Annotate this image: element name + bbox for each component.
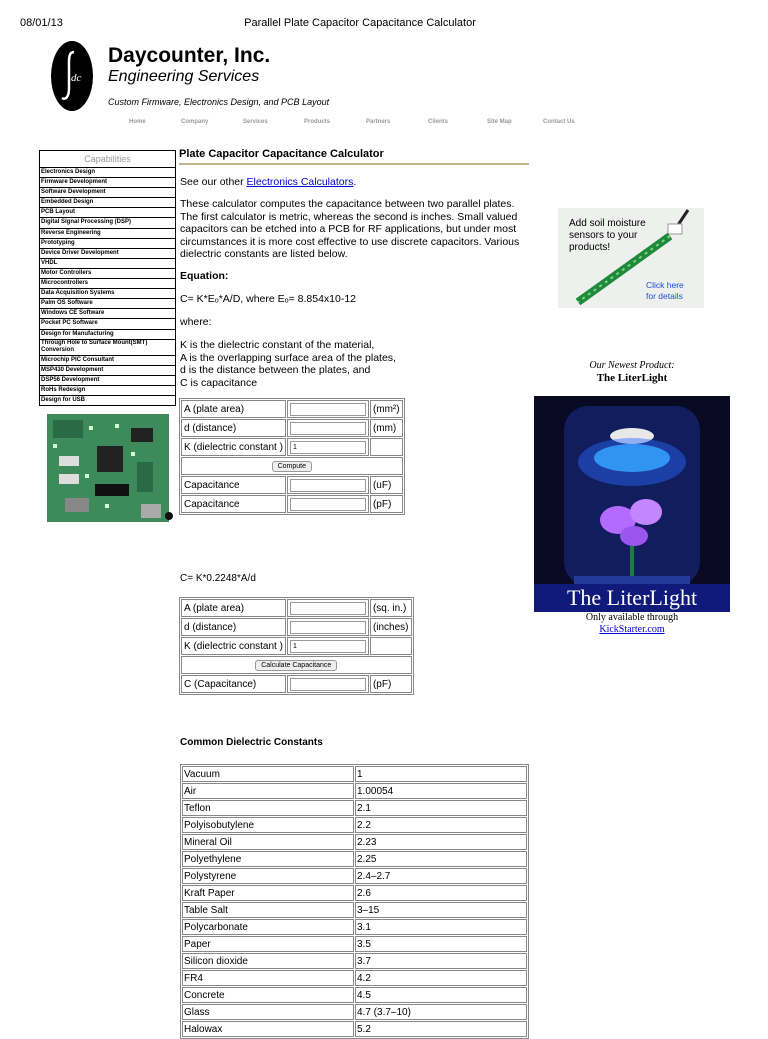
capability-link[interactable]: Software Development (40, 188, 175, 198)
dielectric-constant: 3.5 (355, 936, 527, 952)
electronics-calculators-link[interactable]: Electronics Calculators (246, 176, 354, 188)
capability-link[interactable]: Windows CE Software (40, 309, 175, 319)
capability-link[interactable]: VHDL (40, 259, 175, 269)
dielectric-constant: 3.1 (355, 919, 527, 935)
distance-cell (287, 618, 369, 636)
soil-ad-click[interactable] (646, 280, 684, 302)
dielectric-constant: 4.2 (355, 970, 527, 986)
capability-link[interactable]: Palm OS Software (40, 299, 175, 309)
dielectric-constant: 2.6 (355, 885, 527, 901)
nav-site-map[interactable]: Site Map (487, 119, 512, 125)
plate-area-unit: (sq. in.) (370, 599, 412, 617)
dielectric-row (182, 953, 527, 969)
capability-link[interactable]: Through Hole to Surface Mount(SMT) Conversion (40, 340, 175, 356)
definition-line: C is capacitance (180, 376, 258, 389)
product-name: The LiterLight (596, 372, 668, 384)
dielectric-constant: 2.1 (355, 800, 527, 816)
intro-paragraph (180, 198, 519, 261)
capability-link[interactable]: Microcontrollers (40, 279, 175, 289)
dielectric-row (182, 851, 527, 867)
calculate-capacitance-button[interactable]: Calculate Capacitance (255, 660, 337, 671)
capacitance-uf-cell (287, 476, 369, 494)
calc-row (181, 419, 403, 437)
dielectric-table (180, 764, 529, 1039)
calc-row (181, 637, 412, 655)
capability-link[interactable]: MSP430 Development (40, 366, 175, 376)
dielectric-material: Concrete (182, 987, 354, 1003)
soil-ad-line: Add soil moisture (569, 218, 646, 229)
capability-link[interactable]: Embedded Design (40, 198, 175, 208)
capability-link[interactable]: Digital Signal Processing (DSP) (40, 218, 175, 228)
calc-row (181, 599, 412, 617)
dielectric-row (182, 766, 527, 782)
dielectric-material: Paper (182, 936, 354, 952)
nav-home[interactable]: Home (129, 119, 146, 125)
plate-area-label: A (plate area) (181, 599, 286, 617)
see-other-suffix: . (353, 176, 357, 188)
dielectric-constant: 1.00054 (355, 783, 527, 799)
company-tagline: Custom Firmware, Electronics Design, and PCB Layout (108, 97, 330, 107)
page-title: Plate Capacitor Capacitance Calculator (179, 148, 529, 165)
nav-products[interactable]: Products (304, 119, 331, 125)
intro-line: circumstances it is more cost effective to use discrete capacitors. Various (180, 235, 520, 248)
definitions (180, 339, 396, 389)
dielectric-input[interactable]: 1 (290, 441, 366, 454)
calc-row (181, 495, 403, 513)
plate-area-input[interactable] (290, 602, 366, 615)
intro-line: The first calculator is metric, whereas the second is inches. Small valued (180, 210, 518, 223)
capability-link[interactable]: Prototyping (40, 239, 175, 249)
calc-row (181, 400, 403, 418)
intro-line: capacitors can be etched into a PCB for RF applications, but under most (180, 223, 517, 235)
dielectric-row (182, 970, 527, 986)
dielectric-constant: 1 (355, 766, 527, 782)
literlight-banner: The LiterLight (534, 584, 730, 612)
intro-line: These calculator computes the capacitance between two parallel plates. (180, 198, 515, 210)
dielectric-material: Polycarbonate (182, 919, 354, 935)
capabilities-heading: Capabilities (40, 151, 175, 168)
dielectric-cell (287, 637, 369, 655)
nav-services[interactable]: Services (243, 119, 268, 125)
svg-text:dc: dc (71, 72, 82, 84)
top-nav (0, 119, 768, 133)
distance-cell (287, 419, 369, 437)
dielectric-constant: 2.25 (355, 851, 527, 867)
calc-row (181, 618, 412, 636)
soil-ad-click-line: for details (646, 291, 683, 301)
dielectric-material: Polystyrene (182, 868, 354, 884)
kickstarter-line (534, 624, 730, 635)
dielectric-row (182, 919, 527, 935)
dielectric-row (182, 868, 527, 884)
capability-link[interactable]: RoHs Redesign (40, 386, 175, 396)
dielectric-row (182, 783, 527, 799)
dielectric-constant: 3.7 (355, 953, 527, 969)
nav-partners[interactable]: Partners (366, 119, 391, 125)
capability-link[interactable]: PCB Layout (40, 208, 175, 218)
capacitance-label: C (Capacitance) (181, 675, 286, 693)
capability-link[interactable]: Design for USB (41, 396, 86, 403)
newest-product-label: Our Newest Product: (589, 360, 675, 371)
dielectric-constant: 4.5 (355, 987, 527, 1003)
capacitance-output[interactable] (290, 678, 366, 691)
print-title: Parallel Plate Capacitor Capacitance Calculator (244, 17, 476, 29)
dielectric-row (182, 885, 527, 901)
capability-link[interactable]: Reverse Engineering (40, 229, 175, 239)
calculate-cell (181, 656, 412, 674)
capacitance-pf-cell (287, 495, 369, 513)
capability-link[interactable]: Electronics Design (40, 168, 175, 178)
distance-unit: (inches) (370, 618, 412, 636)
capacitance-pf-label: Capacitance (181, 495, 286, 513)
compute-button[interactable]: Compute (272, 461, 312, 472)
see-other-prefix: See our other (180, 176, 247, 188)
calc-row (181, 476, 403, 494)
nav-contact-us[interactable]: Contact Us (543, 119, 575, 125)
capacitance-pf-output[interactable] (290, 498, 366, 511)
dielectric-heading: Common Dielectric Constants (180, 737, 323, 748)
dielectric-material: Polyisobutylene (182, 817, 354, 833)
capability-link[interactable]: Design for Manufacturing (40, 330, 175, 340)
equation-heading: Equation: (180, 270, 229, 282)
intro-line: dielectric constants are listed below. (180, 248, 348, 260)
dielectric-row (182, 817, 527, 833)
dielectric-material: Kraft Paper (182, 885, 354, 901)
calc-row (181, 438, 403, 456)
company-logo[interactable] (50, 40, 94, 112)
metric-calculator (179, 398, 405, 515)
distance-unit: (mm) (370, 419, 403, 437)
dielectric-constant: 2.23 (355, 834, 527, 850)
dielectric-label: K (dielectric constant ) (181, 637, 286, 655)
dielectric-constant: 4.7 (3.7–10) (355, 1004, 527, 1020)
capability-link[interactable]: Pocket PC Software (40, 319, 175, 329)
dielectric-material: Air (182, 783, 354, 799)
dielectric-constant: 5.2 (355, 1021, 527, 1037)
dielectric-input[interactable]: 1 (290, 640, 366, 653)
dielectric-unit (370, 438, 403, 456)
literlight-image[interactable] (534, 396, 730, 612)
capacitance-uf-output[interactable] (290, 479, 366, 492)
soil-ad-text (569, 218, 646, 254)
calc-row (181, 457, 403, 475)
plate-area-label: A (plate area) (181, 400, 286, 418)
distance-input[interactable] (290, 621, 366, 634)
dielectric-constant: 2.4–2.7 (355, 868, 527, 884)
soil-ad-click-line: Click here (646, 280, 684, 290)
definition-line: A is the overlapping surface area of the plates, (180, 351, 396, 364)
soil-ad-line: products! (569, 242, 611, 253)
dielectric-material: FR4 (182, 970, 354, 986)
dielectric-row (182, 987, 527, 1003)
see-other-line (180, 176, 356, 189)
kickstarter-link[interactable]: KickStarter.com (599, 624, 665, 635)
distance-label: d (distance) (181, 419, 286, 437)
capability-link[interactable]: Firmware Development (40, 178, 175, 188)
soil-ad-line: sensors to your (569, 230, 638, 241)
dielectric-constant: 3–15 (355, 902, 527, 918)
dielectric-row (182, 936, 527, 952)
dielectric-label: K (dielectric constant ) (181, 438, 286, 456)
capability-link[interactable]: Motor Controllers (40, 269, 175, 279)
dielectric-material: Halowax (182, 1021, 354, 1037)
dielectric-row (182, 834, 527, 850)
capability-link[interactable]: Microchip PIC Consultant (40, 356, 175, 366)
dielectric-unit (370, 637, 412, 655)
dielectric-material: Glass (182, 1004, 354, 1020)
calc-row (181, 675, 412, 693)
distance-input[interactable] (290, 422, 366, 435)
equation-text: C= K*Eₒ*A/D, where Eₒ= 8.854x10-12 (180, 293, 357, 305)
dielectric-row (182, 1021, 527, 1037)
company-name: Daycounter, Inc. (108, 44, 271, 67)
dielectric-material: Teflon (182, 800, 354, 816)
dielectric-row (182, 800, 527, 816)
dielectric-row (182, 902, 527, 918)
inch-calculator (179, 597, 414, 695)
capacitance-uf-label: Capacitance (181, 476, 286, 494)
nav-clients[interactable]: Clients (428, 119, 449, 125)
compute-cell (181, 457, 403, 475)
dielectric-material: Mineral Oil (182, 834, 354, 850)
plate-area-input[interactable] (290, 403, 366, 416)
only-available-text: Only available through (585, 612, 679, 623)
pcb-board-image (45, 412, 175, 524)
dielectric-material: Polyethylene (182, 851, 354, 867)
where-label: where: (180, 316, 212, 328)
plate-area-cell (287, 400, 369, 418)
calc-row (181, 656, 412, 674)
dielectric-material: Vacuum (182, 766, 354, 782)
dielectric-material: Table Salt (182, 902, 354, 918)
dielectric-cell (287, 438, 369, 456)
dielectric-row (182, 1004, 527, 1020)
capacitance-cell (287, 675, 369, 693)
equation2-text: C= K*0.2248*A/d (180, 573, 256, 584)
dielectric-constant: 2.2 (355, 817, 527, 833)
capability-link[interactable]: Device Driver Development (40, 249, 175, 259)
dielectric-material: Silicon dioxide (182, 953, 354, 969)
capacitance-unit: (pF) (370, 675, 412, 693)
capabilities-menu (39, 150, 176, 406)
company-subtitle: Engineering Services (108, 68, 260, 85)
plate-area-unit: (mm²) (370, 400, 403, 418)
plate-area-cell (287, 599, 369, 617)
capacitance-pf-unit: (pF) (370, 495, 403, 513)
capacitance-uf-unit: (uF) (370, 476, 403, 494)
capability-link[interactable]: DSP56 Development (40, 376, 175, 386)
print-date: 08/01/13 (20, 17, 63, 29)
definition-line: K is the dielectric constant of the material, (180, 339, 375, 351)
capability-link[interactable]: Data Acquisition Systems (40, 289, 175, 299)
distance-label: d (distance) (181, 618, 286, 636)
definition-line: d is the distance between the plates, and (180, 364, 371, 376)
nav-company[interactable]: Company (181, 119, 209, 125)
